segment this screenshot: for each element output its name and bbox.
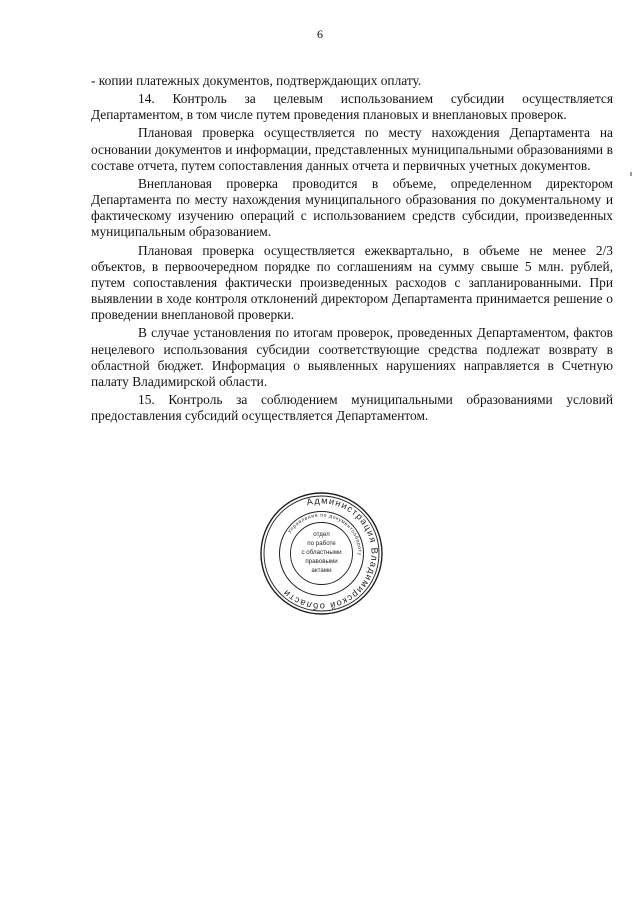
stamp-center-line: с областными	[301, 549, 342, 556]
stamp-inner-ring-text: Управление по документообороту	[286, 512, 363, 556]
scan-margin-mark	[630, 172, 632, 176]
paragraph-payment-docs: - копии платежных документов, подтверждающих оплату.	[91, 73, 422, 88]
official-stamp	[259, 491, 384, 616]
paragraph-unplanned-inspection: Внеплановая проверка проводится в объеме, определенном директором Департамента по месту нахождения муниципального образования по документальному и фактическому изучению операций с использованием средств субсидии, произведенных муниципальным образованием.	[91, 175, 613, 240]
paragraph-quarterly-inspection: Плановая проверка осуществляется ежеквартально, в объеме не менее 2/3 объектов, в первоочередном порядке по соглашениям на сумму свыше 5 млн. рублей, путем сопоставления фактически произведенных расходов с запланированными. При выявлении в ходе контроля отклонений директором Департамента принимается решение о проведении внеплановой проверки.	[91, 242, 613, 323]
document-body	[91, 73, 613, 426]
stamp-center-line: актами	[311, 567, 332, 574]
stamp-center-line: отдел	[313, 531, 330, 538]
stamp-center-line: по работе	[307, 540, 336, 547]
stamp-seal-icon	[259, 491, 384, 616]
paragraph-item-14: 14. Контроль за целевым использованием субсидии осуществляется Департаментом, в том числе путем проведения плановых и внеплановых проверок.	[91, 91, 613, 123]
paragraph-misuse-refund: В случае установления по итогам проверок, проведенных Департаментом, фактов нецелевого использования субсидии соответствующие средства подлежат возврату в областной бюджет. Информация о выявленных нарушениях направляется в Счетную палату Владимирской области.	[91, 325, 613, 389]
paragraph-item-15: 15. Контроль за соблюдением муниципальными образованиями условий предоставления субсидий осуществляется Департаментом.	[91, 391, 613, 424]
page-number: 6	[317, 27, 323, 41]
paragraph-planned-inspection: Плановая проверка осуществляется по месту нахождения Департамента на основании документов и информации, представленных муниципальными образованиями в составе отчета, путем сопоставления данных отчета и первичных учетных документов.	[91, 125, 613, 173]
stamp-outer-text: Администрация Владимирской области	[280, 495, 380, 612]
stamp-center-line: правовыми	[305, 558, 338, 565]
stamp-center-text	[301, 531, 342, 574]
